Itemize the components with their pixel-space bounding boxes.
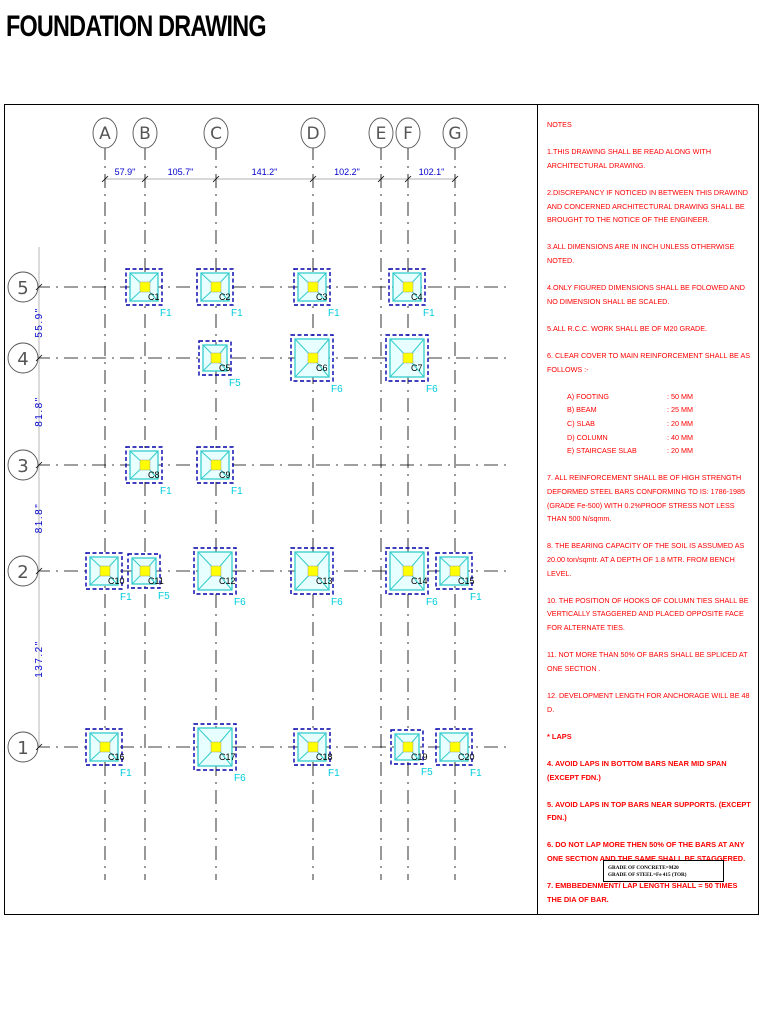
lap-note-7: 7. EMBBEDENMENT/ LAP LENGTH SHALL = 50 TIMES THE DIA OF BAR. bbox=[547, 881, 738, 904]
footing-label: F6 bbox=[234, 597, 246, 608]
grid-label-row-1: 1 bbox=[17, 738, 29, 759]
grid-label-E: E bbox=[375, 124, 387, 144]
column-label: C4 bbox=[411, 292, 423, 302]
foundation-plan bbox=[5, 105, 537, 913]
note-12: 12. DEVELOPMENT LENGTH FOR ANCHORAGE WILL BE 48 D. bbox=[547, 690, 750, 714]
grid-label-C: C bbox=[210, 124, 222, 144]
side-dimension-2: 81.8" bbox=[34, 502, 45, 534]
note-3: 3.ALL DIMENSIONS ARE IN INCH UNLESS OTHERWISE NOTED. bbox=[547, 242, 735, 265]
note-4: 4.ONLY FIGURED DIMENSIONS SHALL BE FOLOWED AND NO DIMENSION SHALL BE SCALED. bbox=[547, 283, 745, 306]
column-marker bbox=[450, 566, 460, 576]
cover-value: : 50 MM bbox=[667, 391, 693, 401]
cover-row bbox=[547, 417, 752, 431]
footing-label: F6 bbox=[234, 773, 246, 784]
grid-label-F: F bbox=[403, 124, 413, 144]
cover-item: D) COLUMN bbox=[567, 432, 608, 442]
column-label: C8 bbox=[148, 470, 160, 480]
column-marker bbox=[403, 282, 413, 292]
note-1: 1.THIS DRAWING SHALL BE READ ALONG WITH ARCHITECTURAL DRAWING. bbox=[547, 147, 712, 170]
column-marker bbox=[211, 460, 221, 470]
top-dimension-2: 141.2" bbox=[251, 167, 278, 177]
note-7: 7. ALL REINFORCEMENT SHALL BE OF HIGH STRENGTH DEFORMED STEEL BARS CONFORMING TO IS: 1786-1985 (GRADE Fe-500) WITH 0.2%PROOF STRESS NOT LESS THAN 500 N/sqmm. bbox=[547, 473, 745, 524]
footing-label: F6 bbox=[426, 384, 438, 395]
cover-row bbox=[547, 444, 752, 458]
note-6: 6. CLEAR COVER TO MAIN REINFORCEMENT SHALL BE AS FOLLOWS :- bbox=[547, 351, 751, 374]
column-label: C2 bbox=[219, 292, 231, 302]
column-marker bbox=[211, 353, 221, 363]
column-marker bbox=[308, 282, 318, 292]
footing-label: F1 bbox=[120, 592, 132, 603]
column-marker bbox=[211, 566, 221, 576]
cover-item: C) SLAB bbox=[567, 419, 595, 429]
lap-note-6: 6. DO NOT LAP MORE THEN 50% OF THE BARS AT ANY ONE SECTION AND THE SAME SHALL BE STAGGERED. bbox=[547, 840, 746, 864]
footing-C14 bbox=[386, 548, 438, 608]
note-11: 11. NOT MORE THAN 50% OF BARS SHALL BE SPLICED AT ONE SECTION . bbox=[547, 650, 748, 673]
footing-label: F1 bbox=[470, 768, 482, 779]
column-marker bbox=[403, 742, 413, 752]
grade-box bbox=[603, 860, 724, 882]
footing-label: F1 bbox=[470, 592, 482, 603]
drawing-title: FOUNDATION DRAWING bbox=[6, 10, 266, 43]
grade-steel: GRADE OF STEEL=Fe 415 (TOR) bbox=[608, 872, 687, 878]
footing-C17 bbox=[194, 724, 246, 784]
column-marker bbox=[211, 742, 221, 752]
grid-label-D: D bbox=[306, 124, 320, 144]
footing-label: F6 bbox=[426, 597, 438, 608]
top-dimension-1: 105.7" bbox=[167, 167, 194, 177]
footing-label: F1 bbox=[231, 486, 243, 497]
footing-label: F1 bbox=[160, 308, 172, 319]
note-8: 8. THE BEARING CAPACITY OF THE SOIL IS ASSUMED AS 20.00 ton/sqmtr. AT A DEPTH OF 1.8 MTR. FROM BENCH LEVEL. bbox=[547, 541, 745, 578]
cover-value: : 40 MM bbox=[667, 432, 693, 442]
cover-item: E) STAIRCASE SLAB bbox=[567, 446, 637, 456]
column-marker bbox=[308, 742, 318, 752]
side-dimension-0: 55.9" bbox=[34, 307, 45, 338]
note-2: 2.DISCREPANCY IF NOTICED IN BETWEEN THIS DRAWIND AND CONCERNED ARCHITECTURAL DRAWING SHALL BE BROUGHT TO THE NOTICE OF THE ENGINEER. bbox=[547, 187, 749, 225]
column-label: C14 bbox=[411, 576, 428, 586]
column-label: C19 bbox=[411, 752, 428, 762]
side-dimension-1: 81.8" bbox=[34, 396, 45, 427]
top-dimension-3: 102.2" bbox=[334, 167, 360, 177]
cover-row bbox=[547, 431, 752, 445]
grade-concrete: GRADE OF CONCRETE=M20 bbox=[608, 865, 679, 871]
footing-C13 bbox=[291, 548, 343, 608]
cover-item: A) FOOTING bbox=[567, 391, 609, 401]
column-label: C9 bbox=[219, 470, 231, 480]
notes-heading: NOTES bbox=[547, 120, 572, 129]
footing-C8 bbox=[126, 447, 172, 497]
column-marker bbox=[308, 353, 318, 363]
column-label: C16 bbox=[108, 752, 125, 762]
column-marker bbox=[140, 282, 150, 292]
footing-C3 bbox=[294, 269, 340, 319]
column-label: C1 bbox=[148, 292, 160, 302]
column-marker bbox=[100, 742, 110, 752]
column-label: C6 bbox=[316, 363, 328, 373]
footing-label: F1 bbox=[328, 308, 340, 319]
column-label: C11 bbox=[148, 576, 164, 586]
cover-row bbox=[547, 403, 752, 417]
column-label: C17 bbox=[219, 752, 236, 762]
footing-label: F6 bbox=[331, 384, 343, 395]
note-10: 10. THE POSITION OF HOOKS OF COLUMN TIES SHALL BE VERTICALLY STAGGERED AND PLACED OPPOSITE FACE FOR ALTERNATE TIES. bbox=[547, 595, 749, 632]
footing-label: F1 bbox=[423, 308, 435, 319]
grid-label-row-4: 4 bbox=[17, 349, 29, 370]
footing-C2 bbox=[197, 269, 243, 319]
column-marker bbox=[450, 742, 460, 752]
footing-C15 bbox=[436, 553, 482, 603]
footing-label: F1 bbox=[328, 768, 340, 779]
column-label: C15 bbox=[458, 576, 475, 586]
footing-label: F6 bbox=[331, 597, 343, 608]
grid-label-B: B bbox=[139, 124, 151, 144]
top-dimension-4: 102.1" bbox=[418, 167, 445, 177]
column-label: C13 bbox=[316, 576, 333, 586]
footing-C18 bbox=[294, 729, 340, 779]
column-label: C20 bbox=[458, 752, 475, 762]
footing-label: F1 bbox=[160, 486, 172, 497]
footing-C10 bbox=[86, 553, 132, 603]
lap-note-4: 4. AVOID LAPS IN BOTTOM BARS NEAR MID SPAN (EXCEPT FDN.) bbox=[547, 758, 727, 782]
laps-heading: * LAPS bbox=[547, 731, 572, 741]
column-marker bbox=[140, 566, 150, 576]
footing-C20 bbox=[436, 729, 482, 779]
footing-label: F1 bbox=[120, 768, 132, 779]
cover-item: B) BEAM bbox=[567, 405, 597, 415]
grid-label-row-5: 5 bbox=[17, 278, 29, 299]
column-label: C3 bbox=[316, 292, 328, 302]
footing-C4 bbox=[389, 269, 435, 319]
footing-C12 bbox=[194, 548, 246, 608]
grid-label-row-2: 2 bbox=[17, 562, 29, 583]
column-marker bbox=[100, 566, 110, 576]
frame-divider bbox=[537, 104, 538, 915]
footing-C6 bbox=[291, 335, 343, 395]
cover-row bbox=[547, 390, 752, 404]
column-marker bbox=[403, 353, 413, 363]
footing-C9 bbox=[197, 447, 243, 497]
column-marker bbox=[308, 566, 318, 576]
cover-value: : 20 MM bbox=[667, 419, 693, 429]
lap-note-5: 5. AVOID LAPS IN TOP BARS NEAR SUPPORTS. (EXCEPT FDN.) bbox=[547, 799, 751, 823]
footing-C16 bbox=[86, 729, 132, 779]
column-label: C5 bbox=[219, 363, 231, 373]
grid-label-row-3: 3 bbox=[17, 456, 29, 477]
grid-label-G: G bbox=[448, 124, 462, 144]
footing-label: F5 bbox=[158, 591, 170, 602]
column-label: C7 bbox=[411, 363, 423, 373]
footing-label: F5 bbox=[421, 767, 433, 778]
footing-C19 bbox=[391, 730, 433, 778]
column-label: C10 bbox=[108, 576, 125, 586]
footing-C1 bbox=[126, 269, 172, 319]
column-marker bbox=[140, 460, 150, 470]
column-label: C18 bbox=[316, 752, 333, 762]
cover-value: : 25 MM bbox=[667, 405, 693, 415]
footing-C5 bbox=[199, 341, 241, 389]
footing-C7 bbox=[386, 335, 438, 395]
column-marker bbox=[211, 282, 221, 292]
cover-value: : 20 MM bbox=[667, 446, 693, 456]
footing-label: F1 bbox=[231, 308, 243, 319]
footing-C11 bbox=[128, 554, 170, 602]
top-dimension-0: 57.9" bbox=[114, 167, 136, 177]
note-5: 5.ALL R.C.C. WORK SHALL BE OF M20 GRADE. bbox=[547, 323, 708, 333]
footing-label: F5 bbox=[229, 378, 241, 389]
column-label: C12 bbox=[219, 576, 236, 586]
side-dimension-3: 137.2" bbox=[34, 640, 45, 678]
notes-panel bbox=[547, 118, 752, 906]
grid-label-A: A bbox=[99, 124, 111, 144]
column-marker bbox=[403, 566, 413, 576]
